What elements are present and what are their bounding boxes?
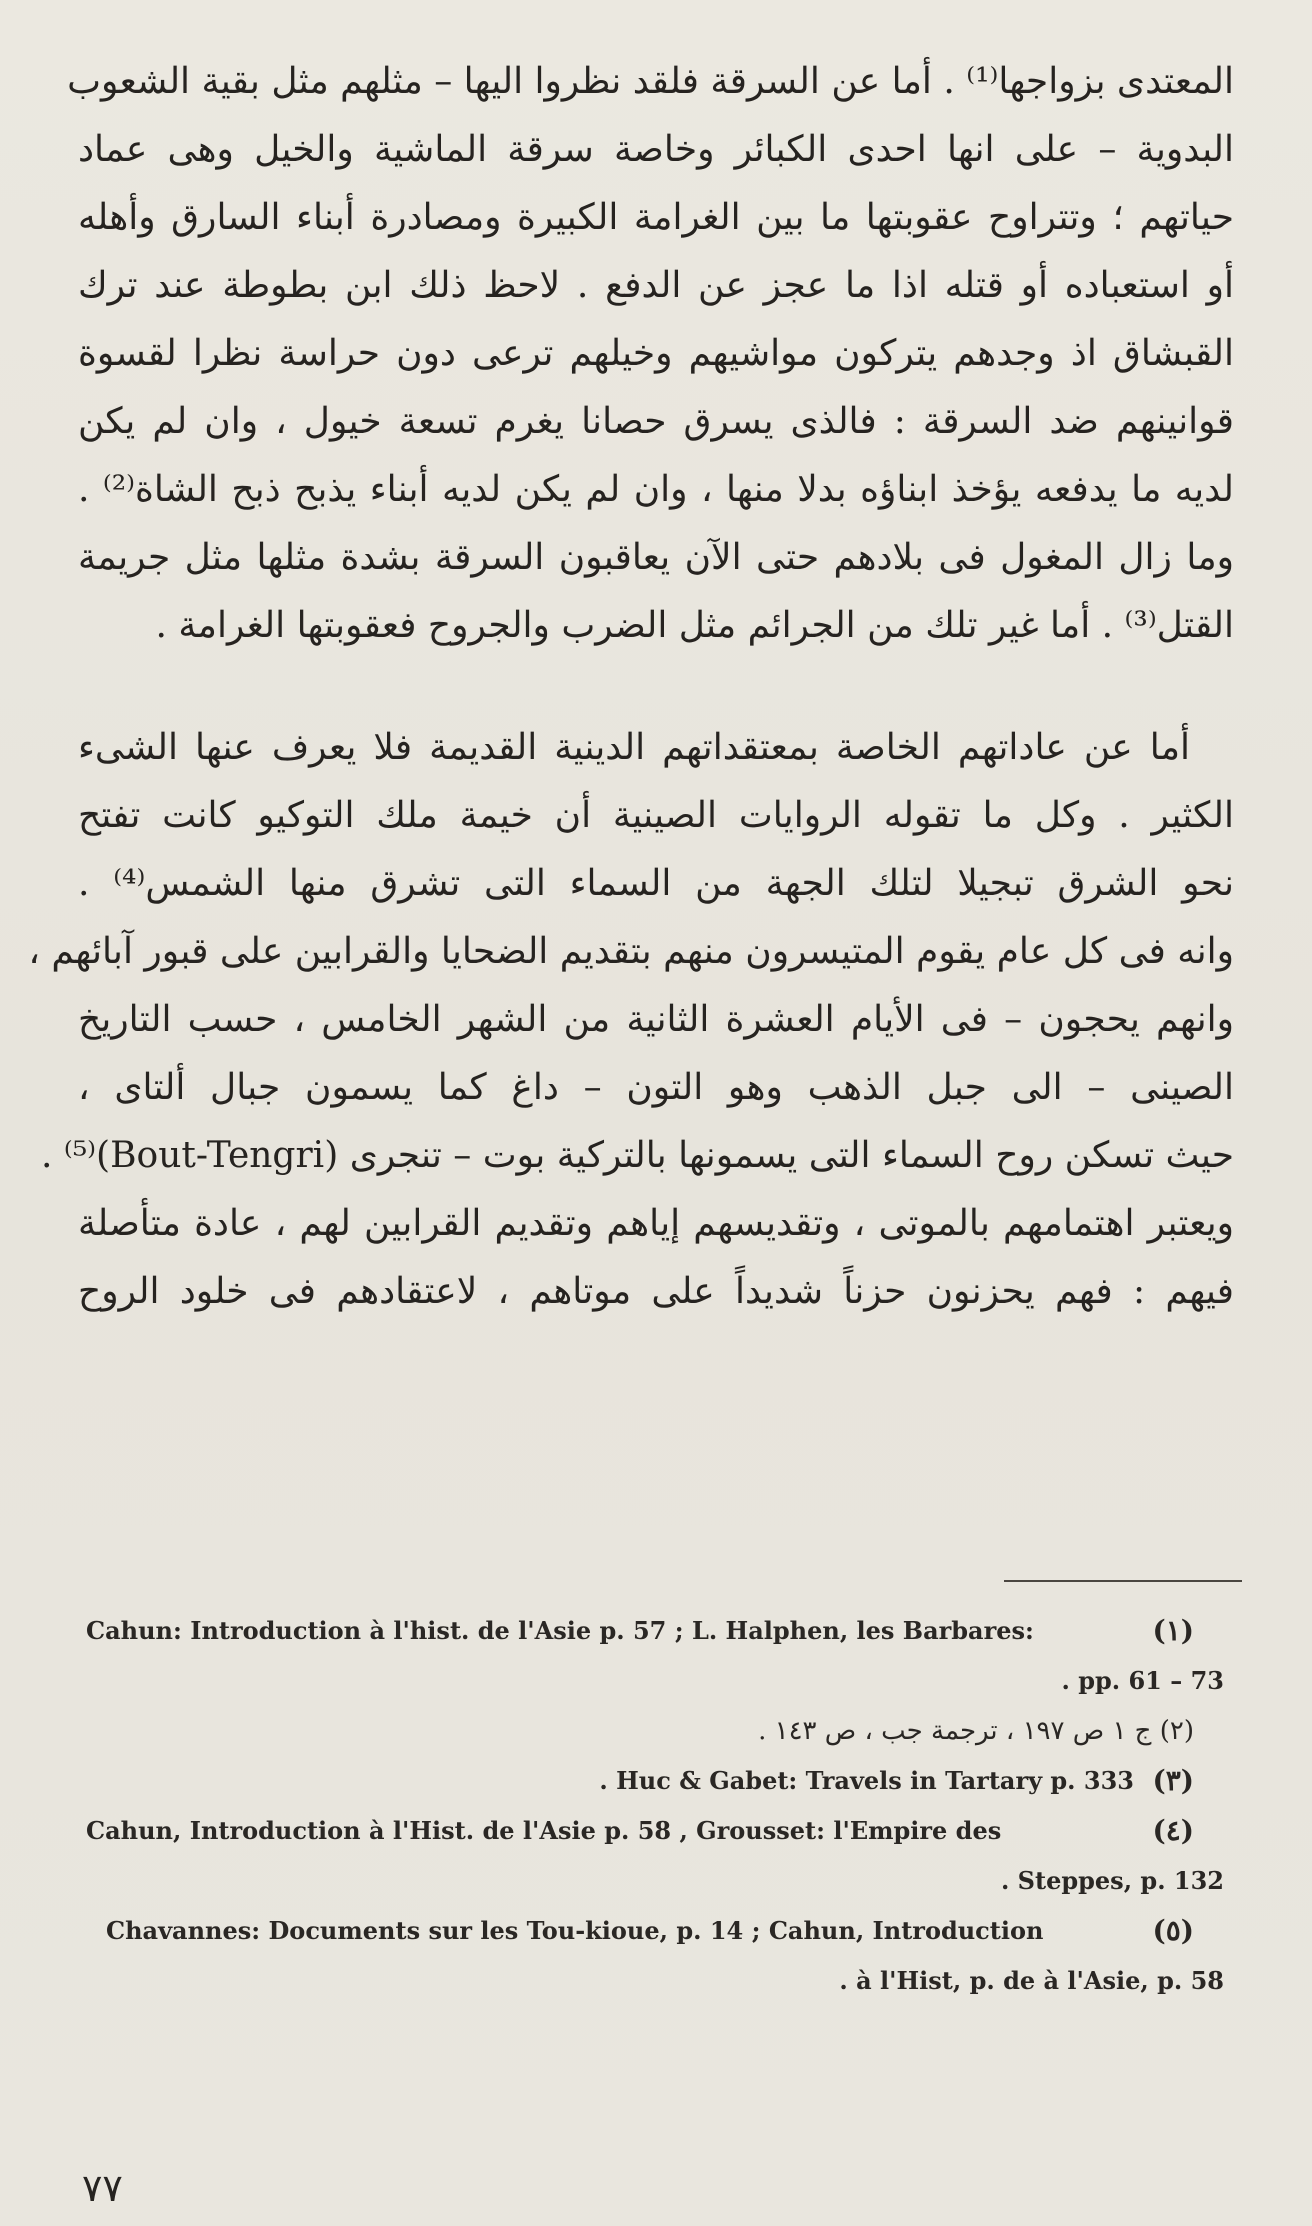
footnotes [78,1606,1234,2006]
text-line: حيث تسكن روح السماء التى يسمونها بالتركية بوت – تنجرى (Bout-Tengri)⁽⁵⁾ . [41,1135,1234,1176]
text-line: الصينى – الى جبل الذهب وهو التون – داغ كما يسمون جبال ألتاى ، [78,1067,1234,1108]
footnote-1-continuation [78,1656,1234,1706]
main-text [28,48,1234,1326]
footnote-number: (٣) [1152,1764,1194,1797]
text-line: قوانينهم ضد السرقة : فالذى يسرق حصانا يغرم تسعة خيول ، وان لم يكن [78,401,1234,442]
footnote-text: Chavannes: Documents sur les Tou-kioue, p. 14 ; Cahun, Introduction [106,1916,1044,1945]
footnote-text: (٢) ج ١ ص ١٩٧ ، ترجمة جب ، ص ١٤٣ . [758,1716,1194,1746]
footnote-text: . pp. 61 – 73 [1061,1666,1224,1695]
text-line: الكثير . وكل ما تقوله الروايات الصينية أن خيمة ملك التوكيو كانت تفتح [78,795,1234,836]
text-line: القتل⁽³⁾ . أما غير تلك من الجرائم مثل الضرب والجروح فعقوبتها الغرامة . [155,605,1234,646]
text-line: ويعتبر اهتمامهم بالموتى ، وتقديسهم إياهم وتقديم القرابين لهم ، عادة متأصلة [78,1203,1234,1244]
text-line: المعتدى بزواجها⁽¹⁾ . أما عن السرقة فلقد نظروا اليها – مثلهم مثل بقية الشعوب [67,61,1234,102]
footnote-5 [78,1906,1234,1956]
footnote-4-continuation [78,1856,1234,1906]
footnote-number: (٤) [1152,1814,1194,1847]
page-number: ٧٧ [82,2166,123,2210]
paragraph-break [78,660,1234,714]
footnote-2 [78,1706,1234,1756]
footnote-number: (٥) [1152,1914,1194,1947]
text-line: حياتهم ؛ وتتراوح عقوبتها ما بين الغرامة الكبيرة ومصادرة أبناء السارق وأهله [78,197,1234,238]
footnote-text: Cahun: Introduction à l'hist. de l'Asie p. 57 ; L. Halphen, les Barbares: [86,1616,1034,1645]
footnote-5-continuation [78,1956,1234,2006]
text-line: وما زال المغول فى بلادهم حتى الآن يعاقبون السرقة بشدة مثلها مثل جريمة [78,537,1234,578]
text-line: أما عن عاداتهم الخاصة بمعتقداتهم الدينية القديمة فلا يعرف عنها الشىء [78,727,1190,768]
footnote-divider [1004,1580,1242,1582]
text-line: نحو الشرق تبجيلا لتلك الجهة من السماء التى تشرق منها الشمس⁽⁴⁾ . [78,863,1234,904]
footnote-number: (١) [1152,1614,1194,1647]
footnote-1 [78,1606,1234,1656]
footnote-text: Cahun, Introduction à l'Hist. de l'Asie p. 58 , Grousset: l'Empire des [86,1816,1002,1845]
footnote-text: . à l'Hist, p. de à l'Asie, p. 58 [839,1966,1224,1995]
text-line: فيهم : فهم يحزنون حزناً شديداً على موتاهم ، لاعتقادهم فى خلود الروح [78,1271,1234,1312]
footnote-3 [78,1756,1234,1806]
text-line: لديه ما يدفعه يؤخذ ابناؤه بدلا منها ، وان لم يكن لديه أبناء يذبح ذبح الشاة⁽²⁾ . [78,469,1234,510]
text-line: وانهم يحجون – فى الأيام العشرة الثانية من الشهر الخامس ، حسب التاريخ [78,999,1234,1040]
footnote-text: . Huc & Gabet: Travels in Tartary p. 333 [599,1766,1134,1795]
footnote-text: . Steppes, p. 132 [1000,1866,1224,1895]
text-line: أو استعباده أو قتله اذا ما عجز عن الدفع . لاحظ ذلك ابن بطوطة عند ترك [78,265,1234,306]
footnote-4 [78,1806,1234,1856]
text-line: وانه فى كل عام يقوم المتيسرون منهم بتقديم الضحايا والقرابين على قبور آبائهم ، [28,931,1234,972]
text-line: البدوية – على انها احدى الكبائر وخاصة سرقة الماشية والخيل وهى عماد [78,129,1234,170]
text-line: القبشاق اذ وجدهم يتركون مواشيهم وخيلهم ترعى دون حراسة نظرا لقسوة [78,333,1234,374]
